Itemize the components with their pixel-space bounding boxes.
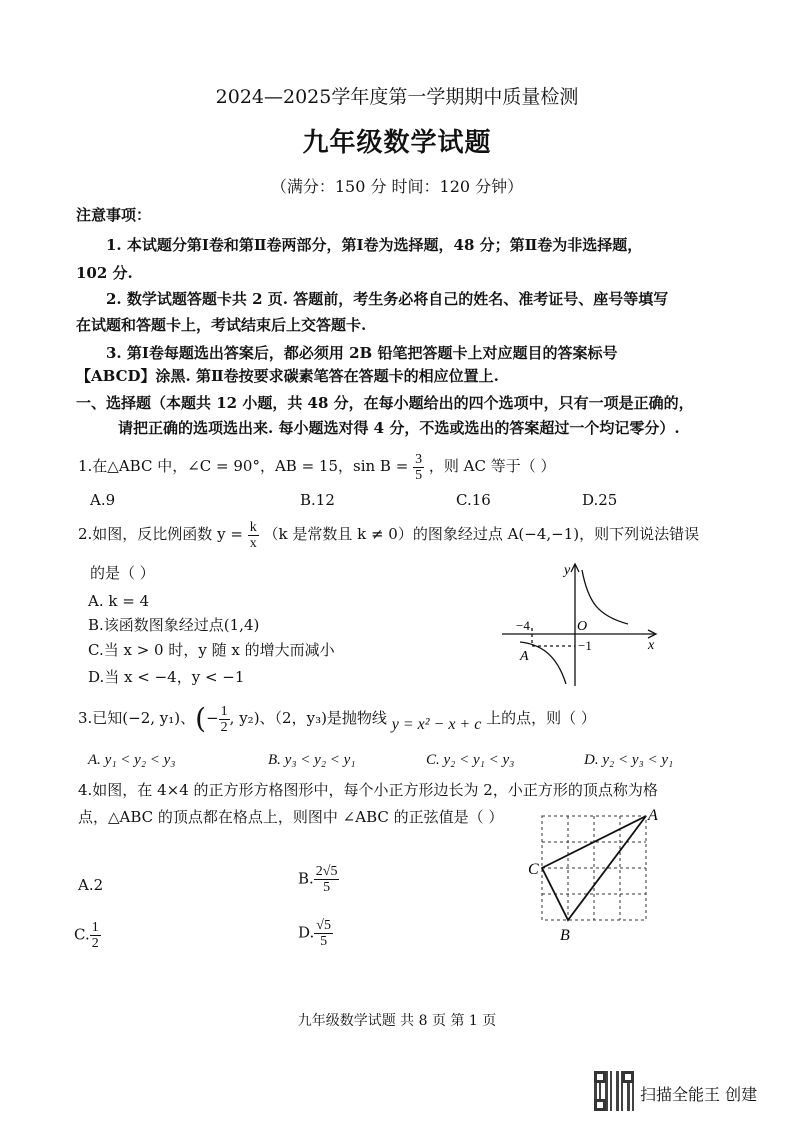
q3-open-paren: (	[195, 702, 207, 735]
note-2b: 在试题和答题卡上，考试结束后上交答题卡.	[76, 316, 367, 334]
fig-point-a-label: A	[520, 649, 529, 664]
q4-option-c-fraction	[90, 920, 101, 951]
q3-option-c: C. y₂ < y₁ < y₃	[426, 752, 515, 768]
q1-frac-num: 3	[415, 451, 423, 467]
fig-neg4-label: −4	[516, 618, 530, 633]
scanner-watermark: 扫描全能王 创建	[640, 1085, 758, 1104]
q4-option-b-prefix: B.	[298, 869, 314, 888]
question-1-stem	[78, 450, 555, 483]
note-1b: 102 分.	[76, 264, 133, 282]
q2-option-d: D.当 x < −4，y < −1	[88, 668, 245, 686]
vertex-b-label: B	[560, 927, 570, 944]
q3-stem-a: 3.已知(−2, y₁)、	[78, 709, 196, 727]
q3-minus: −	[206, 709, 219, 727]
q4-b-num: 2√5	[315, 864, 338, 879]
q2-option-a: A. k = 4	[88, 592, 150, 610]
note-3b: 【ABCD】涂黑. 第Ⅱ卷按要求碳素笔答在答题卡的相应位置上.	[76, 367, 499, 385]
note-3a: 3. 第Ⅰ卷每题选出答案后，都必须用 2B 铅笔把答题卡上对应题目的答案标号	[106, 344, 618, 362]
q4-option-d	[298, 918, 333, 949]
section-heading: 一、选择题（本题共 12 小题，共 48 分，在每小题给出的四个选项中，只有一项是正确的，	[76, 394, 694, 412]
qr-code-icon	[594, 1071, 634, 1111]
q3-option-d: D. y₂ < y₃ < y₁	[584, 752, 674, 768]
q2-fraction	[248, 520, 259, 551]
q3-stem-b: , y₂)、（2，y₃)是抛物线	[229, 709, 387, 727]
page-title: 九年级数学试题	[302, 128, 492, 158]
question-3-stem	[78, 698, 596, 739]
q1-stem-b: ，则 AC 等于（ ）	[428, 457, 556, 475]
q4-b-den: 5	[323, 880, 331, 895]
triangle-abc	[542, 816, 646, 920]
q2-stem-b: （k 是常数且 k ≠ 0）的图象经过点 A(−4,−1)，则下列说法错误	[263, 525, 700, 543]
exam-term: 2024—2025学年度第一学期期中质量检测	[215, 86, 579, 108]
q3-frac-den: 2	[220, 719, 228, 735]
q4-c-num: 1	[91, 920, 99, 935]
hyperbola-branch-right	[582, 570, 628, 624]
q4-d-num: √5	[316, 918, 331, 933]
q1-option-b: B.12	[300, 491, 335, 509]
q4-option-d-fraction	[314, 918, 333, 949]
q4-option-b	[298, 864, 339, 895]
notes-heading: 注意事项：	[76, 206, 152, 224]
note-2a: 2. 数学试题答题卡共 2 页. 答题前，考生务必将自己的姓名、准考证号、座号等填写	[106, 290, 669, 308]
q2-hyperbola-figure	[498, 558, 664, 692]
q4-option-c	[74, 920, 101, 951]
q4-d-den: 5	[320, 934, 328, 949]
fig-y-label: y	[564, 563, 571, 578]
q1-option-a: A.9	[90, 491, 116, 509]
q1-stem-a: 1.在△ABC 中，∠C = 90°，AB = 15，sin B =	[78, 457, 409, 475]
q3-fraction	[219, 704, 230, 735]
q4-option-b-fraction	[314, 864, 340, 895]
fig-neg1-label: −1	[578, 638, 592, 653]
question-4-stem-a: 4.如图，在 4×4 的正方形方格图形中，每个小正方形边长为 2，小正方形的顶点称为格	[78, 781, 658, 799]
q2-stem-c: 的是（ ）	[90, 564, 155, 582]
fig-x-label: x	[648, 638, 655, 653]
q1-frac-den: 5	[415, 467, 423, 483]
note-1a: 1. 本试题分第Ⅰ卷和第Ⅱ卷两部分，第Ⅰ卷为选择题，48 分；第Ⅱ卷为非选择题，	[106, 236, 643, 254]
q2-frac-num: k	[249, 519, 257, 535]
q1-option-c: C.16	[456, 491, 491, 509]
q2-frac-den: x	[249, 535, 257, 551]
q2-option-b: B.该函数图象经过点(1,4)	[88, 616, 260, 634]
vertex-c-label: C	[528, 861, 539, 878]
question-4-stem-b: 点，△ABC 的顶点都在格点上，则图中 ∠ABC 的正弦值是（ ）	[78, 808, 504, 826]
q3-frac-num: 1	[220, 703, 228, 719]
q3-stem-c: 上的点，则（ ）	[486, 709, 596, 727]
q4-option-a: A.2	[78, 876, 104, 894]
fig-origin-label: O	[577, 619, 588, 634]
q1-fraction	[413, 452, 424, 483]
q2-option-c: C.当 x > 0 时，y 随 x 的增大而减小	[88, 641, 335, 659]
q3-parabola: y = x² − x + c	[391, 716, 482, 733]
q3-option-b: B. y₃ < y₂ < y₁	[268, 752, 356, 768]
grid-lines	[542, 816, 646, 920]
q4-option-c-prefix: C.	[74, 925, 90, 944]
section-instructions: 请把正确的选项选出来. 每小题选对得 4 分，不选或选出的答案超过一个均记零分）.	[118, 419, 680, 437]
q2-stem-a: 2.如图，反比例函数 y =	[78, 525, 243, 543]
question-2-stem	[78, 518, 699, 551]
exam-meta: （满分：150 分 时间：120 分钟）	[270, 177, 524, 196]
page-footer: 九年级数学试题 共 8 页 第 1 页	[297, 1013, 497, 1029]
q4-c-den: 2	[91, 936, 99, 951]
vertex-a-label: A	[648, 807, 658, 824]
q4-option-d-prefix: D.	[298, 923, 315, 942]
q4-grid-figure	[522, 800, 672, 946]
q1-option-d: D.25	[582, 491, 618, 509]
q3-option-a: A. y₁ < y₂ < y₃	[88, 752, 176, 768]
